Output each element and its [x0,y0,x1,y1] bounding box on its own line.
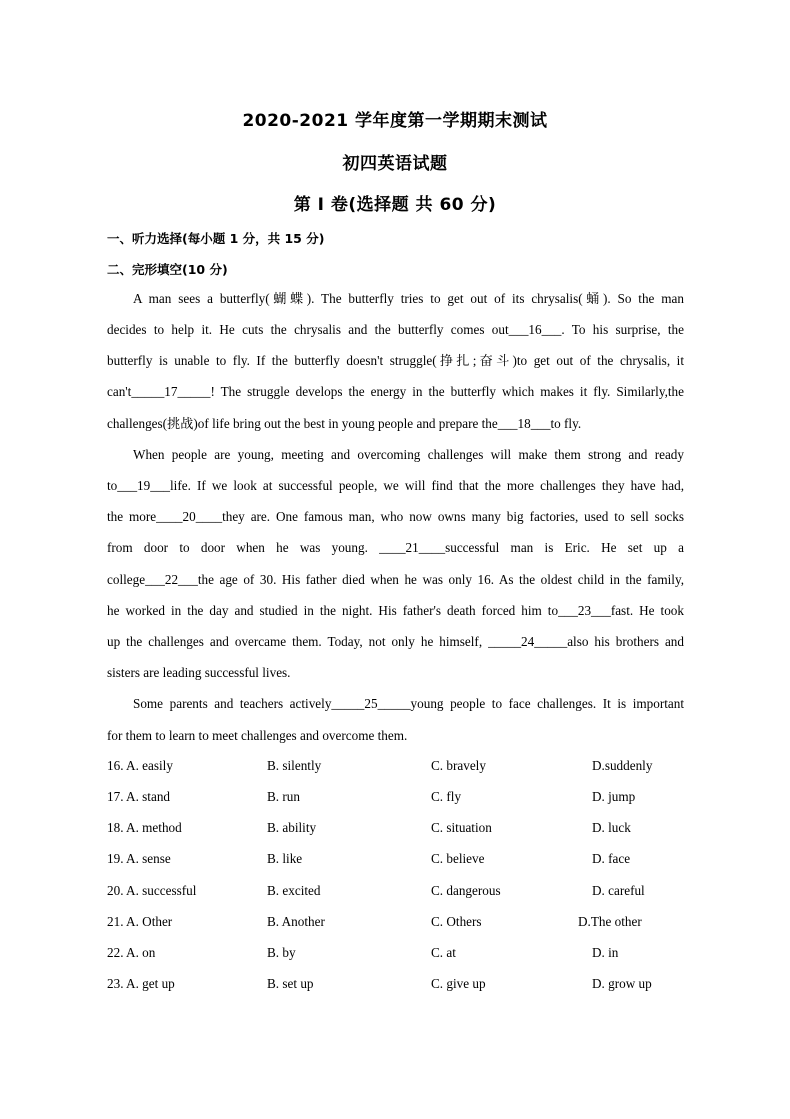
question-row [107,851,707,869]
question-row [107,976,707,994]
option-d: D. jump [592,789,636,804]
option-a: 21. A. Other [107,914,173,929]
option-c: C. give up [431,976,486,991]
option-d: D. grow up [592,976,652,991]
passage-line: college___22___the age of 30. His father died when he was only 16. As the oldest child in the family, [107,572,684,587]
option-b: B. excited [267,883,321,898]
section-cloze: 二、完形填空(10 分) [107,262,228,277]
option-b: B. like [267,851,303,866]
option-a: 18. A. method [107,820,182,835]
question-row [107,789,707,807]
option-a: 23. A. get up [107,976,175,991]
option-a: 16. A. easily [107,758,173,773]
option-a: 20. A. successful [107,883,197,898]
option-b: B. silently [267,758,322,773]
option-c: C. dangerous [431,883,501,898]
exam-title: 2020-2021 学年度第一学期期末测试 [242,111,548,131]
option-d: D. careful [592,883,645,898]
question-row [107,945,707,963]
passage-line: the more____20____they are. One famous man, who now owns many big factories, used to sell socks [107,509,684,524]
passage-line: up the challenges and overcame them. Today, not only he himself, _____24_____also his brothers and [107,634,684,649]
passage-line: sisters are leading successful lives. [107,665,291,680]
question-row [107,914,707,932]
passage-line: he worked in the day and studied in the night. His father's death forced him to___23___fast. He took [107,603,684,618]
option-c: C. situation [431,820,492,835]
option-b: B. by [267,945,296,960]
question-row [107,820,707,838]
passage-line: A man sees a butterfly(蝴蝶). The butterfly tries to get out of its chrysalis(蛹). So the man [133,291,684,306]
option-b: B. Another [267,914,325,929]
question-row [107,758,707,776]
option-b: B. set up [267,976,314,991]
passage-line: to___19___life. If we look at successful people, we will find that the more challenges they have had, [107,478,684,493]
passage-line: Some parents and teachers actively_____25_____young people to face challenges. It is important [133,696,684,711]
option-c: C. bravely [431,758,486,773]
option-a: 17. A. stand [107,789,171,804]
option-d: D. face [592,851,631,866]
option-c: C. fly [431,789,462,804]
option-c: C. at [431,945,456,960]
question-row [107,883,707,901]
option-c: C. believe [431,851,485,866]
passage-line: When people are young, meeting and overcoming challenges will make them strong and ready [133,447,684,462]
passage-line: butterfly is unable to fly. If the butterfly doesn't struggle(挣扎;奋斗)to get out of the chrysalis, it [107,353,684,368]
passage-line: can't_____17_____! The struggle develops the energy in the butterfly which makes it fly. Similarly,the [107,384,684,399]
passage-line: challenges(挑战)of life bring out the best in young people and prepare the___18___to fly. [107,416,582,431]
option-b: B. ability [267,820,317,835]
option-d: D.suddenly [592,758,653,773]
option-d: D. luck [592,820,631,835]
option-d: D.The other [578,914,642,929]
exam-subtitle: 初四英语试题 [342,154,448,174]
passage-line: for them to learn to meet challenges and overcome them. [107,728,408,743]
part-heading: 第 I 卷(选择题 共 60 分) [293,195,497,215]
passage-line: decides to help it. He cuts the chrysalis and the butterfly comes out___16___. To his surprise, the [107,322,684,337]
option-a: 22. A. on [107,945,156,960]
option-d: D. in [592,945,619,960]
section-listening: 一、听力选择(每小题 1 分，共 15 分) [107,231,325,246]
option-b: B. run [267,789,300,804]
passage-line: from door to door when he was young. ____21____successful man is Eric. He set up a [107,540,684,555]
option-c: C. Others [431,914,482,929]
option-a: 19. A. sense [107,851,171,866]
